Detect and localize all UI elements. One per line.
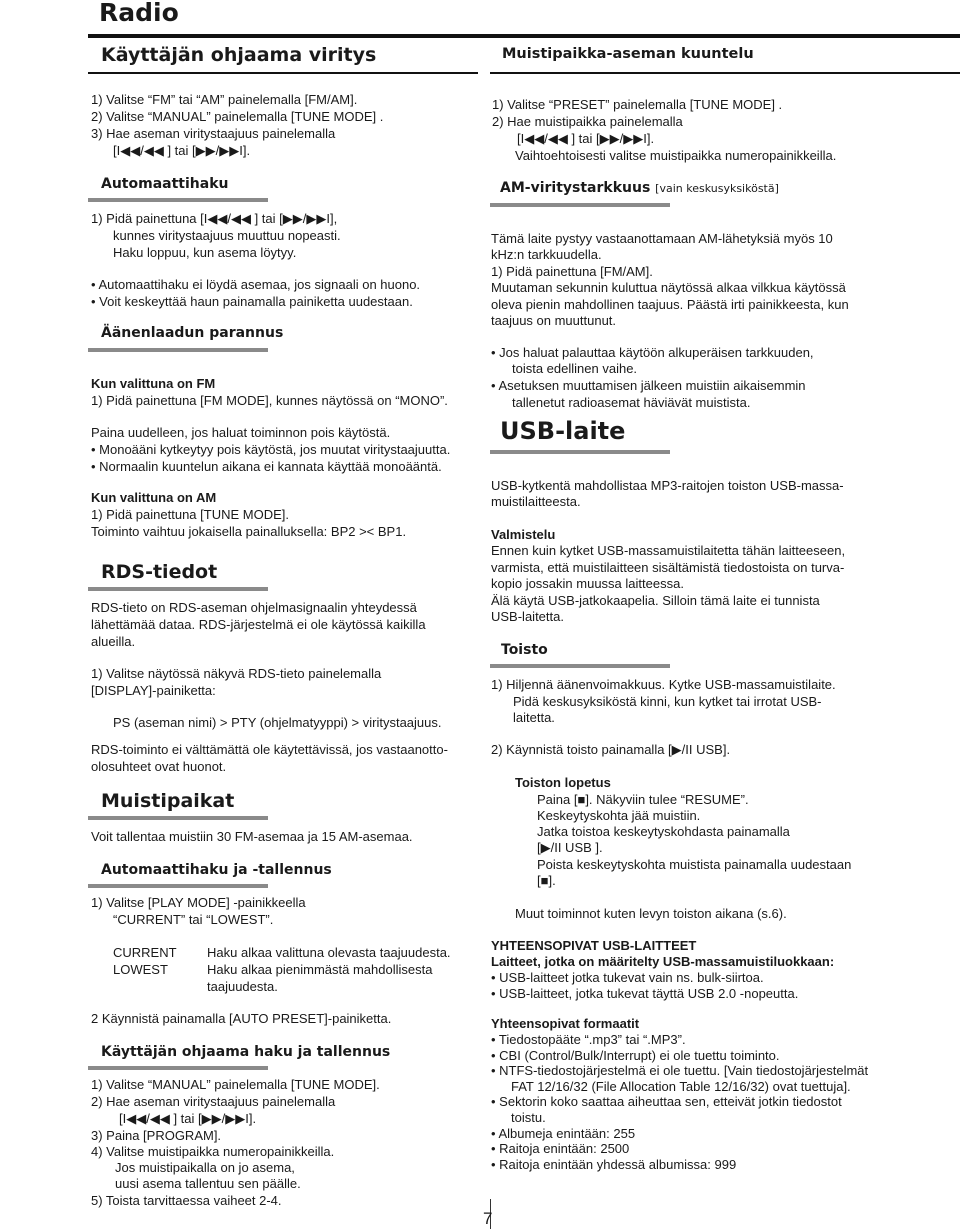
rds-rule <box>88 587 268 591</box>
preset-listening-step: Vaihtoehtoisesti valitse muistipaikka numeropainikkeilla. <box>515 148 837 163</box>
usb-intro: muistilaitteesta. <box>491 494 581 509</box>
usb-intro: USB-kytkentä mahdollistaa MP3-raitojen toiston USB-massa- <box>491 478 844 493</box>
manual-store-step: 1) Valitse “MANUAL” painelemalla [TUNE MODE]. <box>91 1077 380 1092</box>
am-step-bullet: • Jos haluat palauttaa käytöön alkuperäisen tarkkuuden, <box>491 345 814 360</box>
prep-text: USB-laitetta. <box>491 609 564 624</box>
preset-listening-step: [I◀◀/◀◀ ] tai [▶▶/▶▶I]. <box>517 131 655 146</box>
am-step-heading-text: AM-viritystarkkuus <box>500 180 651 196</box>
stop-title: Toiston lopetus <box>515 775 611 790</box>
manual-store-rule <box>88 1066 268 1070</box>
play-step: 1) Hiljennä äänenvoimakkuus. Kytke USB-massamuistilaite. <box>491 677 836 692</box>
prep-text: kopio jossakin muussa laitteessa. <box>491 576 684 591</box>
auto-store-rule <box>88 884 268 888</box>
preset-listening-step: 2) Hae muistipaikka painelemalla <box>492 114 683 129</box>
mono-cancel-text: Paina uudelleen, jos haluat toiminnon pois käytöstä. <box>91 425 391 440</box>
rds-intro: lähettämää dataa. RDS-järjestelmä ei ole käytössä kaikilla <box>91 617 426 632</box>
presets-heading: Muistipaikat <box>101 790 235 812</box>
page-title: Radio <box>99 0 179 27</box>
format-item: • NTFS-tiedostojärjestelmä ei ole tuettu. [Vain tiedostojärjestelmät <box>491 1063 869 1078</box>
usb-heading: USB-laite <box>500 417 626 445</box>
usb-rule <box>490 450 670 454</box>
preset-listening-heading: Muistipaikka-aseman kuuntelu <box>502 46 754 62</box>
am-step-body: kHz:n tarkkuudella. <box>491 247 602 262</box>
manual-store-step: [I◀◀/◀◀ ] tai [▶▶/▶▶I]. <box>119 1111 257 1126</box>
mono-bullet: • Normaalin kuuntelun aikana ei kannata käyttää monoääntä. <box>91 459 442 474</box>
format-item: • CBI (Control/Bulk/Interrupt) ei ole tuettu toiminto. <box>491 1048 780 1063</box>
stop-line: Poista keskeytyskohta muistista painamalla uudestaan <box>537 857 852 872</box>
option-desc-lowest: taajuudesta. <box>207 979 278 994</box>
rds-sequence: PS (aseman nimi) > PTY (ohjelmatyyppi) > viritystaajuus. <box>113 715 442 730</box>
rds-heading: RDS-tiedot <box>101 561 218 583</box>
play-step: laitetta. <box>513 710 555 725</box>
manual-tuning-heading: Käyttäjän ohjaama viritys <box>101 44 377 66</box>
prep-text: Ennen kuin kytket USB-massamuistilaitetta tähän laitteeseen, <box>491 543 846 558</box>
manual-store-step: 2) Hae aseman viritystaajuus painelemalla <box>91 1094 336 1109</box>
option-key-lowest: LOWEST <box>113 962 168 977</box>
manual-tuning-step: 1) Valitse “FM” tai “AM” painelemalla [FM/AM]. <box>91 92 358 107</box>
manual-tuning-step: 2) Valitse “MANUAL” painelemalla [TUNE MODE] . <box>91 109 384 124</box>
preset-listening-step: 1) Valitse “PRESET” painelemalla [TUNE MODE] . <box>492 97 783 112</box>
format-item: FAT 12/16/32 (File Allocation Table 12/16/32) ovat tuettuja]. <box>511 1079 851 1094</box>
presets-rule <box>88 816 268 820</box>
formats-title: Yhteensopivat formaatit <box>491 1016 640 1031</box>
page-number: 7 <box>483 1209 493 1228</box>
prep-text: Älä käytä USB-jatkokaapelia. Silloin tämä laite ei tunnista <box>491 593 820 608</box>
option-desc-lowest: Haku alkaa pienimmästä mahdollisesta <box>207 962 433 977</box>
auto-search-step: Haku loppuu, kun asema löytyy. <box>113 245 297 260</box>
auto-search-step: 1) Pidä painettuna [I◀◀/◀◀ ] tai [▶▶/▶▶I], <box>91 211 338 226</box>
stop-line: [■]. <box>537 873 556 888</box>
auto-search-rule <box>88 198 268 202</box>
auto-search-step: kunnes viritystaajuus muuttuu nopeasti. <box>113 228 341 243</box>
am-step-bullet: • Asetuksen muuttamisen jälkeen muistiin aikaisemmin <box>491 378 806 393</box>
rds-intro: alueilla. <box>91 634 136 649</box>
rds-step: [DISPLAY]-painiketta: <box>91 683 216 698</box>
option-key-current: CURRENT <box>113 945 177 960</box>
other-functions: Muut toiminnot kuten levyn toiston aikana (s.6). <box>515 906 787 921</box>
am-note: Toiminto vaihtuu jokaisella painalluksella: BP2 >< BP1. <box>91 524 407 539</box>
am-step-body: Tämä laite pystyy vastaanottamaan AM-lähetyksiä myös 10 <box>491 231 833 246</box>
manual-tuning-rule <box>88 72 478 74</box>
format-item: • Albumeja enintään: 255 <box>491 1126 636 1141</box>
format-item: • Raitoja enintään yhdessä albumissa: 999 <box>491 1157 737 1172</box>
am-step-body: taajuus on muuttunut. <box>491 313 617 328</box>
compat-subtitle: Laitteet, jotka on määritelty USB-massamuistiluokkaan: <box>491 954 835 969</box>
stop-line: [▶/II USB ]. <box>537 840 603 855</box>
am-step-heading <box>500 180 779 196</box>
manual-store-step: uusi asema tallentuu sen päälle. <box>115 1176 301 1191</box>
sound-quality-rule <box>88 348 268 352</box>
am-step-bullet: toista edellinen vaihe. <box>512 361 638 376</box>
compat-device: • USB-laitteet jotka tukevat vain ns. bulk-siirtoa. <box>491 970 764 985</box>
auto-search-bullet: • Voit keskeyttää haun painamalla painiketta uudestaan. <box>91 294 413 309</box>
prep-title: Valmistelu <box>491 527 556 542</box>
manual-tuning-step: 3) Hae aseman viritystaajuus painelemalla <box>91 126 336 141</box>
am-step-bullet: tallenetut radioasemat häviävät muistista. <box>512 395 751 410</box>
compat-title: YHTEENSOPIVAT USB-LAITTEET <box>491 938 697 953</box>
manual-tuning-step: [I◀◀/◀◀ ] tai [▶▶/▶▶I]. <box>113 143 251 158</box>
manual-store-heading: Käyttäjän ohjaama haku ja tallennus <box>101 1044 391 1060</box>
auto-store-heading: Automaattihaku ja -tallennus <box>101 862 332 878</box>
auto-store-step: “CURRENT” tai “LOWEST”. <box>113 912 274 927</box>
fm-step: 1) Pidä painettuna [FM MODE], kunnes näytössä on “MONO”. <box>91 393 448 408</box>
auto-search-heading: Automaattihaku <box>101 176 229 192</box>
mono-bullet: • Monoääni kytkeytyy pois käytöstä, jos muutat viritystaajuutta. <box>91 442 451 457</box>
title-rule <box>88 34 960 38</box>
manual-store-step: 3) Paina [PROGRAM]. <box>91 1128 222 1143</box>
compat-device: • USB-laitteet, jotka tukevat täyttä USB 2.0 -nopeutta. <box>491 986 799 1001</box>
stop-line: Paina [■]. Näkyviin tulee “RESUME”. <box>537 792 749 807</box>
format-item: • Raitoja enintään: 2500 <box>491 1141 630 1156</box>
play-rule <box>490 664 670 668</box>
play-step: Pidä keskusyksiköstä kinni, kun kytket tai irrotat USB- <box>513 694 822 709</box>
rds-intro: RDS-tieto on RDS-aseman ohjelmasignaalin yhteydessä <box>91 600 417 615</box>
am-step-body: oleva pienin mahdollinen taajuus. Päästä irti painikkeesta, kun <box>491 297 849 312</box>
stop-line: Keskeytyskohta jää muistiin. <box>537 808 701 823</box>
play-step: 2) Käynnistä toisto painamalla [▶/II USB]. <box>491 742 731 757</box>
am-step: 1) Pidä painettuna [TUNE MODE]. <box>91 507 289 522</box>
stop-line: Jatka toistoa keskeytyskohdasta painamalla <box>537 824 790 839</box>
auto-store-step2: 2 Käynnistä painamalla [AUTO PRESET]-painiketta. <box>91 1011 392 1026</box>
auto-search-bullet: • Automaattihaku ei löydä asemaa, jos signaali on huono. <box>91 277 421 292</box>
format-item: • Tiedostopääte “.mp3” tai “.MP3”. <box>491 1032 686 1047</box>
am-step-body: Muutaman sekunnin kuluttua näytössä alkaa vilkkua käytössä <box>491 280 846 295</box>
am-step-body: 1) Pidä painettuna [FM/AM]. <box>491 264 653 279</box>
presets-intro: Voit tallentaa muistiin 30 FM-asemaa ja 15 AM-asemaa. <box>91 829 413 844</box>
manual-store-step: Jos muistipaikalla on jo asema, <box>115 1160 295 1175</box>
format-item: toistu. <box>511 1110 546 1125</box>
fm-title: Kun valittuna on FM <box>91 376 216 391</box>
am-step-rule <box>490 203 670 207</box>
auto-store-step: 1) Valitse [PLAY MODE] -painikkeella <box>91 895 306 910</box>
am-title: Kun valittuna on AM <box>91 490 217 505</box>
preset-listening-rule <box>490 72 960 74</box>
sound-quality-heading: Äänenlaadun parannus <box>101 325 284 341</box>
rds-step: 1) Valitse näytössä näkyvä RDS-tieto painelemalla <box>91 666 382 681</box>
rds-note: RDS-toiminto ei välttämättä ole käytettävissä, jos vastaanotto- <box>91 742 448 757</box>
play-heading: Toisto <box>501 642 548 658</box>
rds-note: olosuhteet ovat huonot. <box>91 759 227 774</box>
am-step-heading-note: [vain keskusyksiköstä] <box>655 182 779 195</box>
manual-store-step: 4) Valitse muistipaikka numeropainikkeilla. <box>91 1144 335 1159</box>
option-desc-current: Haku alkaa valittuna olevasta taajuudesta. <box>207 945 451 960</box>
manual-store-step: 5) Toista tarvittaessa vaiheet 2-4. <box>91 1193 282 1208</box>
prep-text: varmista, että muistilaitteen sisältämistä tiedostoista on turva- <box>491 560 845 575</box>
format-item: • Sektorin koko saattaa aiheuttaa sen, etteivät jotkin tiedostot <box>491 1094 842 1109</box>
